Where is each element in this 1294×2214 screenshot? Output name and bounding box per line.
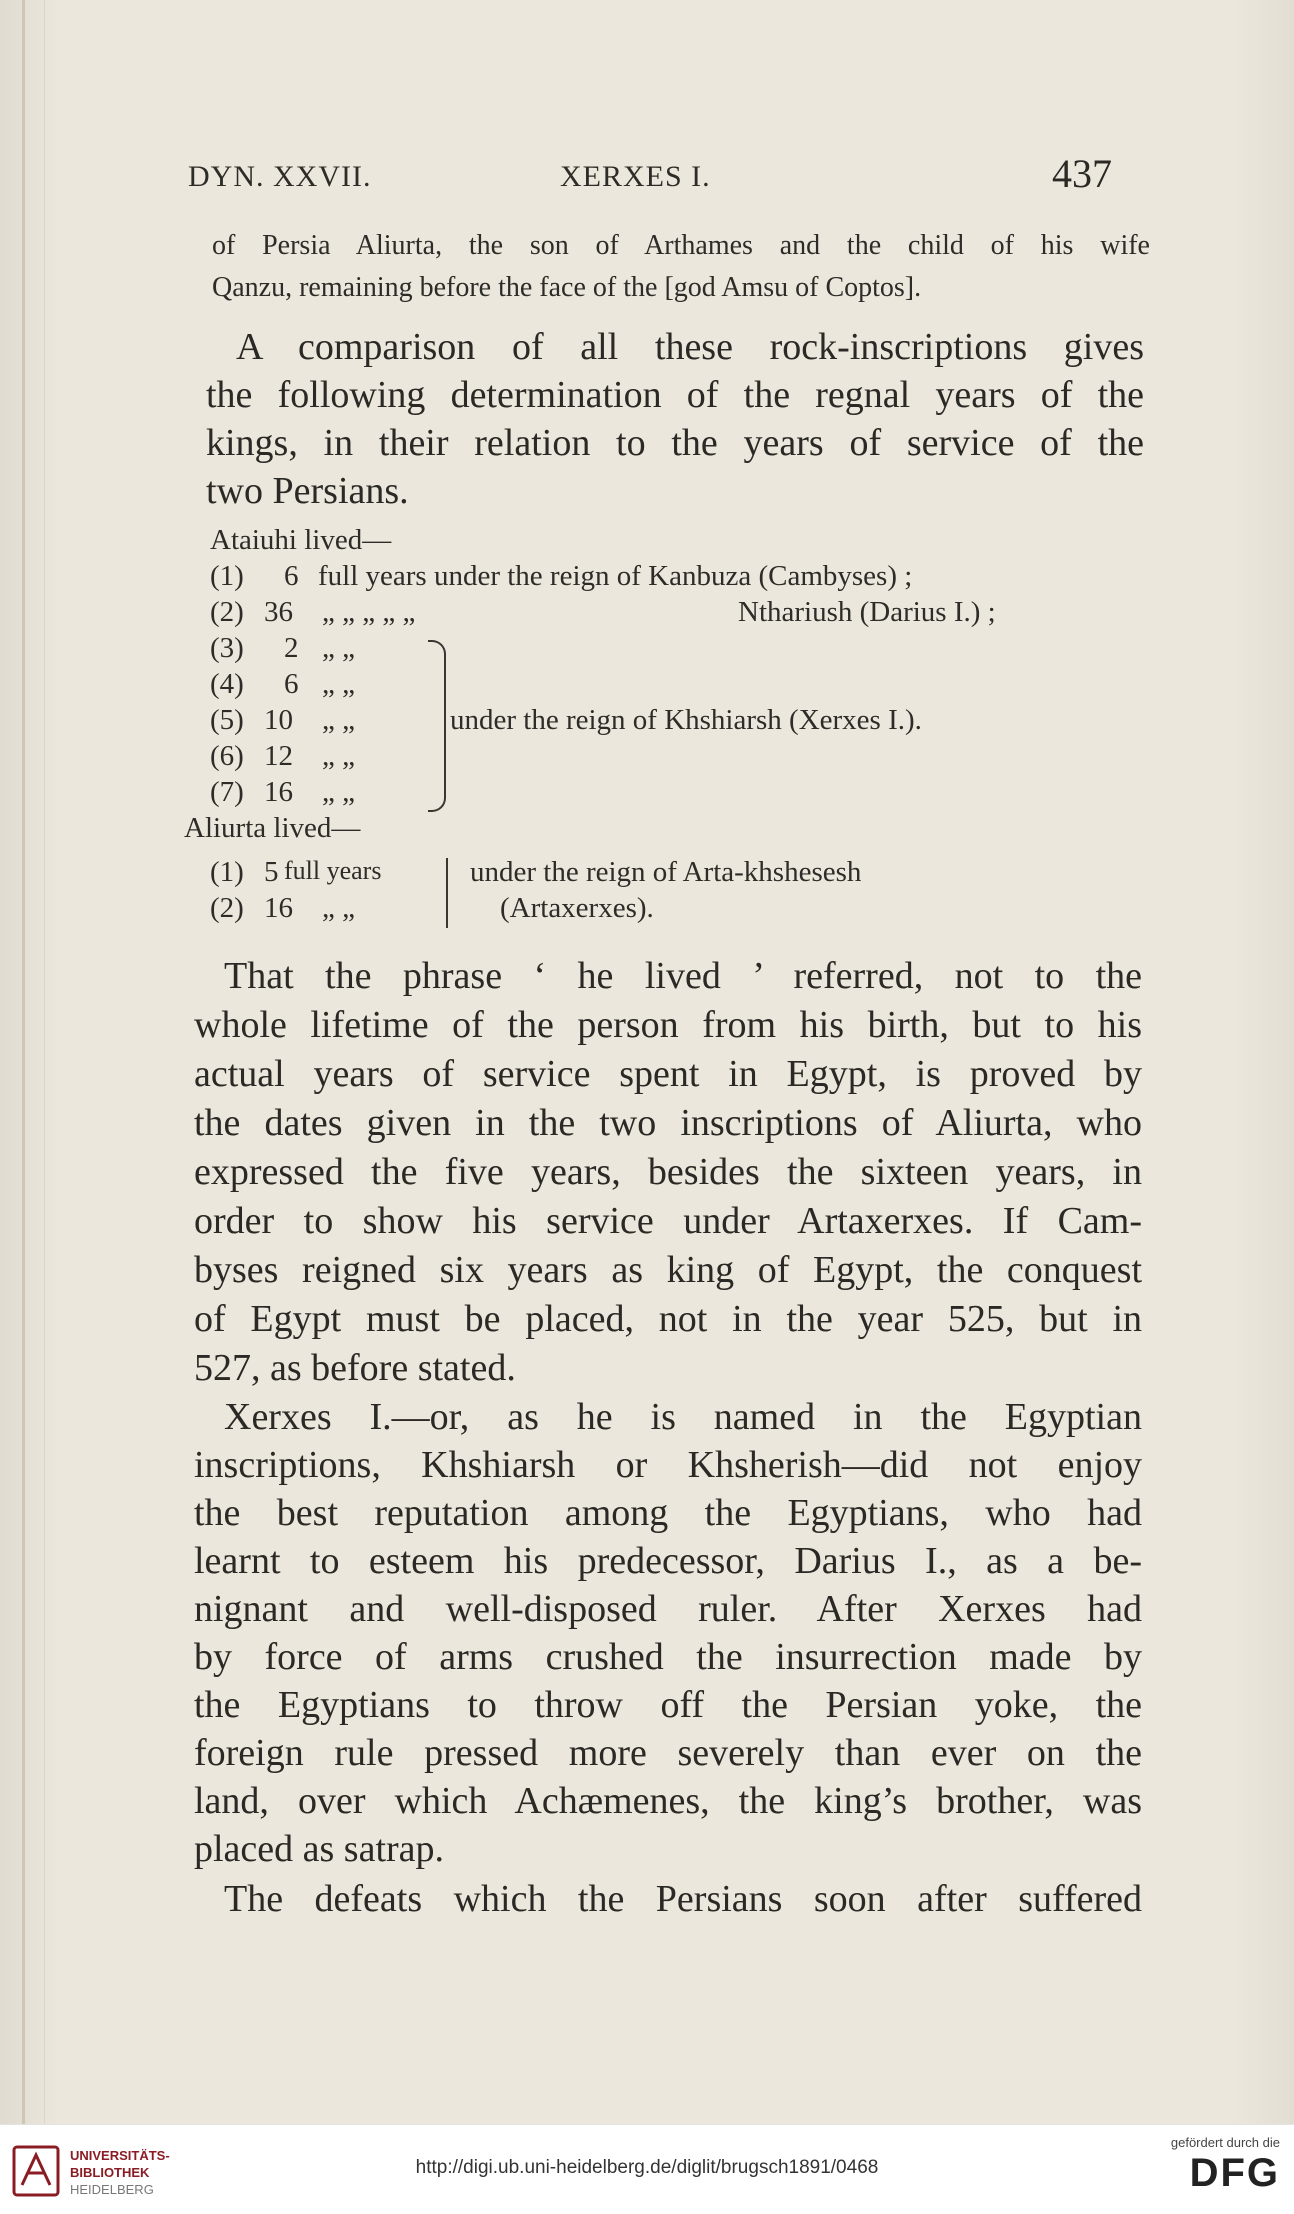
para3-line-8: foreign rule pressed more severely than ever on the [194, 1732, 1142, 1774]
ataiuhi-row-2-text: Nthariush (Darius I.) ; [738, 596, 996, 628]
ataiuhi-row-3-years: 2 [284, 632, 299, 664]
aliurta-right-1: under the reign of Arta-khshesesh [470, 856, 862, 888]
running-head-left: DYN. XXVII. [188, 160, 372, 193]
para1-line-3: kings, in their relation to the years of service of the [206, 422, 1144, 464]
para2-line-9: 527, as before stated. [194, 1347, 516, 1389]
para2-line-3: actual years of service spent in Egypt, is proved by [194, 1053, 1142, 1095]
ataiuhi-row-4-num: (4) [210, 668, 244, 700]
ataiuhi-row-7-years: 16 [264, 776, 293, 808]
ataiuhi-row-4-ditto: „ „ [322, 668, 355, 700]
ataiuhi-row-2-num: (2) [210, 596, 244, 628]
para1-line-2: the following determination of the regnal years of the [206, 374, 1144, 416]
ataiuhi-row-7-num: (7) [210, 776, 244, 808]
para3-line-3: the best reputation among the Egyptians, who had [194, 1492, 1142, 1534]
para3-line-5: nignant and well-disposed ruler. After Xerxes had [194, 1588, 1142, 1630]
para2-line-8: of Egypt must be placed, not in the year 525, but in [194, 1298, 1142, 1340]
ataiuhi-row-2-years: 36 [264, 596, 293, 628]
funding-logo[interactable] [1140, 2135, 1280, 2205]
para1-line-4: two Persians. [206, 470, 409, 512]
para3-line-10: placed as satrap. [194, 1828, 445, 1870]
ataiuhi-row-1-num: (1) [210, 560, 244, 592]
ataiuhi-row-6-ditto: „ „ [322, 740, 355, 772]
aliurta-row-2-years: 16 [264, 892, 293, 924]
intro-line-1: of Persia Aliurta, the son of Arthames and the child of his wife [212, 230, 1150, 261]
aliurta-row-1-text: full years [284, 856, 382, 885]
para4-line-1: The defeats which the Persians soon after suffered [224, 1878, 1142, 1920]
para3-line-7: the Egyptians to throw off the Persian yoke, the [194, 1684, 1142, 1726]
ataiuhi-row-4-years: 6 [284, 668, 299, 700]
page-edge-inner [44, 0, 45, 2124]
para3-line-2: inscriptions, Khshiarsh or Khsherish—did not enjoy [194, 1444, 1142, 1486]
aliurta-heading: Aliurta lived— [184, 812, 361, 844]
para2-line-4: the dates given in the two inscriptions of Aliurta, who [194, 1102, 1142, 1144]
running-head-title: XERXES I. [560, 160, 711, 193]
para1-line-1: A comparison of all these rock-inscriptions gives [236, 326, 1144, 368]
ataiuhi-row-5-ditto: „ „ [322, 704, 355, 736]
ataiuhi-row-5-years: 10 [264, 704, 293, 736]
aliurta-row-2-num: (2) [210, 892, 244, 924]
table-brace [428, 640, 446, 812]
para2-line-7: byses reigned six years as king of Egypt, the conquest [194, 1249, 1142, 1291]
para2-line-1: That the phrase ‘ he lived ’ referred, not to the [224, 955, 1142, 997]
para3-line-6: by force of arms crushed the insurrection made by [194, 1636, 1142, 1678]
dfg-wordmark: DFG [1189, 2151, 1280, 2195]
page-number: 437 [1052, 151, 1112, 196]
ataiuhi-row-1-years: 6 [284, 560, 299, 592]
para3-line-1: Xerxes I.—or, as he is named in the Egyptian [224, 1396, 1142, 1438]
ataiuhi-row-6-years: 12 [264, 740, 293, 772]
para2-line-6: order to show his service under Artaxerxes. If Cam- [194, 1200, 1142, 1242]
aliurta-divider [446, 858, 448, 928]
brace-text: under the reign of Khshiarsh (Xerxes I.). [450, 704, 922, 736]
para2-line-2: whole lifetime of the person from his birth, but to his [194, 1004, 1142, 1046]
para3-line-4: learnt to esteem his predecessor, Darius I., as a be- [194, 1540, 1142, 1582]
ataiuhi-row-2-ditto: „ „ „ „ „ [322, 596, 416, 628]
ataiuhi-row-7-ditto: „ „ [322, 776, 355, 808]
library-name: UNIVERSITÄTS- BIBLIOTHEK HEIDELBERG [70, 2148, 170, 2197]
para3-line-9: land, over which Achæmenes, the king’s brother, was [194, 1780, 1142, 1822]
page-edge [22, 0, 25, 2124]
intro-line-2: Qanzu, remaining before the face of the [god Amsu of Coptos]. [212, 272, 922, 303]
permalink-url[interactable]: http://digi.ub.uni-heidelberg.de/diglit/brugsch1891/0468 [415, 2157, 879, 2178]
aliurta-row-2-ditto: „ „ [322, 892, 355, 924]
ataiuhi-row-3-ditto: „ „ [322, 632, 355, 664]
footer-bar [0, 2124, 1294, 2214]
para2-line-5: expressed the five years, besides the sixteen years, in [194, 1151, 1142, 1193]
ataiuhi-row-1-text: full years under the reign of Kanbuza (Cambyses) ; [318, 560, 913, 592]
ataiuhi-row-3-num: (3) [210, 632, 244, 664]
ataiuhi-row-5-num: (5) [210, 704, 244, 736]
aliurta-row-1-years: 5 [264, 856, 279, 888]
ataiuhi-heading: Ataiuhi lived— [210, 524, 392, 556]
ataiuhi-row-6-num: (6) [210, 740, 244, 772]
funding-caption: gefördert durch die [1170, 2135, 1280, 2150]
aliurta-right-2: (Artaxerxes). [500, 892, 654, 924]
aliurta-row-1-num: (1) [210, 856, 244, 888]
